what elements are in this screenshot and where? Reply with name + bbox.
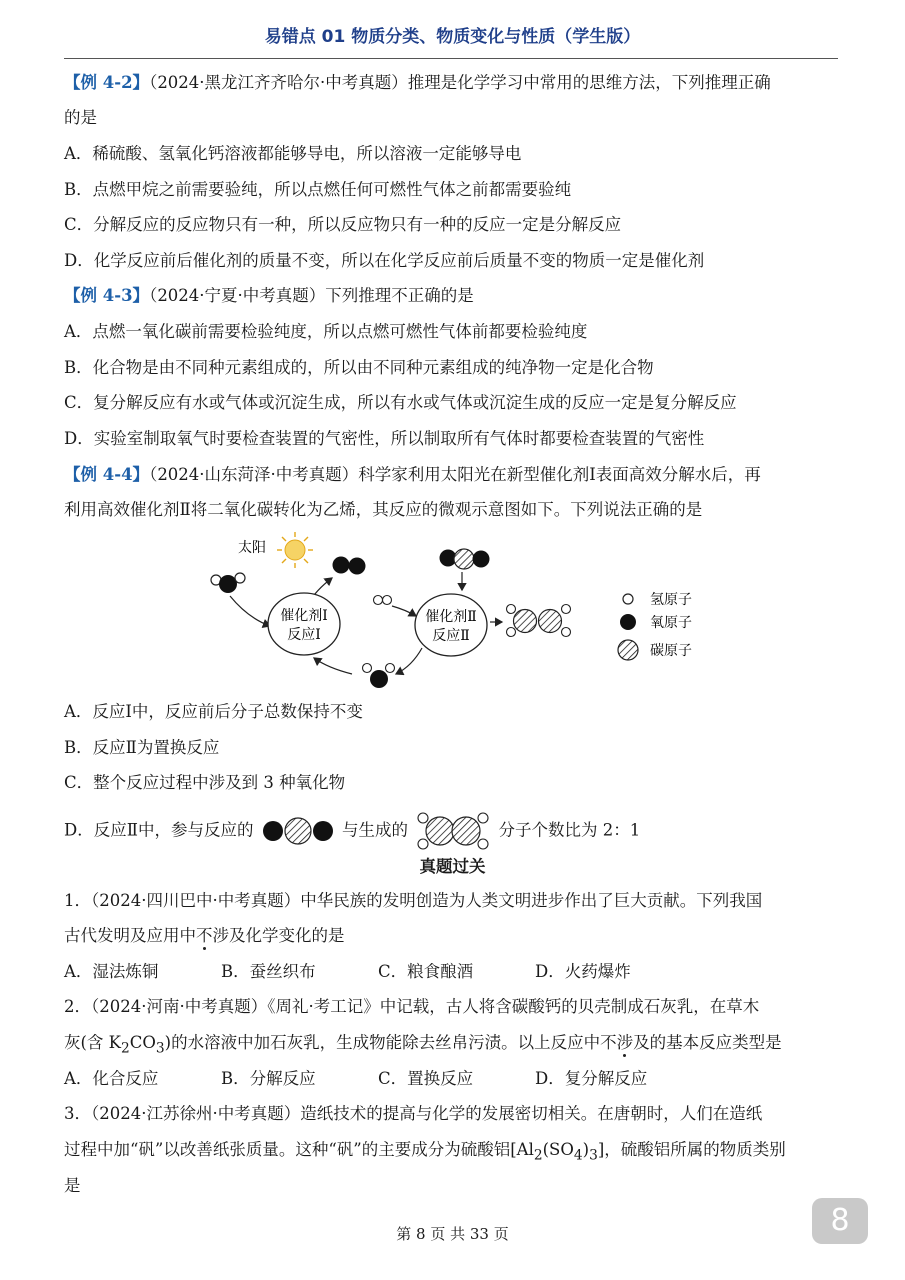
ex42-option-d: D．化学反应前后催化剂的质量不变，所以在化学反应前后质量不变的物质一定是催化剂: [64, 251, 705, 270]
header-divider: [64, 58, 838, 59]
ex43-stem: [64, 285, 474, 307]
co2-inline-icon: [261, 817, 335, 845]
q2-option-b: B．分解反应: [221, 1069, 316, 1088]
q3-sub2: 4: [573, 1147, 583, 1164]
ex44-option-b: B．反应Ⅱ为置换反应: [64, 738, 220, 757]
sun-icon: [277, 532, 313, 568]
q2-stem2b: CO: [129, 1033, 156, 1052]
catalyst-2-label: 催化剂Ⅱ: [425, 609, 477, 625]
ex42-tag: 【例 4-2】: [64, 73, 150, 92]
q2-stem2a: 灰(含 K: [64, 1033, 122, 1052]
ethylene-inline-icon: [415, 811, 491, 851]
q1-options: [64, 961, 631, 983]
ex44-option-d-part2: 与生成的: [341, 820, 408, 840]
arrow-water-out: [396, 648, 422, 674]
page-header-title: 易错点 01 物质分类、物质变化与性质（学生版）: [264, 27, 641, 47]
hydrogen-molecule-icon: [374, 596, 392, 605]
sun-label: 太阳: [238, 540, 266, 556]
water-molecule-icon: [211, 573, 245, 593]
catalyst-1-circle: [268, 593, 340, 655]
reaction-1-label: 反应Ⅰ: [287, 627, 321, 643]
catalyst-2-circle: [415, 594, 487, 656]
ex44-option-d: [64, 811, 640, 851]
q2-stem-line1: 2．（2024·河南·中考真题）《周礼·考工记》中记载，古人将含碳酸钙的贝壳制成石灰乳，在草木: [64, 997, 760, 1016]
ex44-option-d-part3: 分子个数比为 2：1: [498, 820, 641, 840]
q1-stem-line1: 1．（2024·四川巴中·中考真题）中华民族的发明创造为人类文明进步作出了巨大贡献。下列我国: [64, 891, 763, 910]
section-title: 真题过关: [419, 857, 486, 876]
arrow-hydrogen: [392, 606, 416, 616]
ex43-option-b: B．化合物是由不同种元素组成的，所以由不同种元素组成的纯净物一定是化合物: [64, 358, 654, 377]
arrow-water-in: [230, 596, 270, 626]
ex42-stem-line2: 的是: [64, 108, 97, 127]
q3-stem2b: (SO: [542, 1140, 574, 1159]
q2-stem2e: 的基本反应类型是: [649, 1033, 782, 1052]
ex44-option-c: C．整个反应过程中涉及到 3 种氧化物: [64, 773, 346, 792]
q1-option-b: B．蚕丝织布: [221, 962, 316, 981]
ex44-stem1: （2024·山东菏泽·中考真题）科学家利用太阳光在新型催化剂Ⅰ表面高效分解水后，再: [149, 465, 761, 484]
oxygen-molecule-icon: [333, 557, 366, 575]
q2-emphasis: 不涉及: [600, 1033, 650, 1052]
ex44-option-a: A．反应Ⅰ中，反应前后分子总数保持不变: [64, 702, 363, 721]
q2-option-d: D．复分解反应: [535, 1069, 648, 1088]
q2-option-c: C．置换反应: [378, 1069, 474, 1088]
page-footer: 第 8 页 共 33 页: [396, 1225, 509, 1243]
ex42-option-c: C．分解反应的反应物只有一种，所以反应物只有一种的反应一定是分解反应: [64, 215, 622, 234]
ex43-option-d: D．实验室制取氧气时要检查装置的气密性，所以制取所有气体时都要检查装置的气密性: [64, 429, 705, 448]
ex42-option-b: B．点燃甲烷之前需要验纯，所以点燃任何可燃性气体之前都需要验纯: [64, 180, 572, 199]
q1-stem2c: 涉及化学变化的是: [212, 926, 345, 945]
carbon-dioxide-molecule-icon: [440, 549, 490, 569]
q1-option-c: C．粮食酿酒: [378, 962, 474, 981]
legend-oxygen-label: 氧原子: [650, 615, 692, 631]
ex43-tag: 【例 4-3】: [64, 286, 150, 305]
q3-stem2c: ): [582, 1140, 590, 1159]
ex42-stem-line1: [64, 72, 771, 94]
legend-oxygen-icon: [620, 614, 636, 630]
q2-sub1: 2: [121, 1040, 130, 1057]
reaction-diagram: [200, 528, 720, 698]
q2-sub2: 3: [155, 1040, 165, 1057]
q3-stem2a: 过程中加“矾”以改善纸张质量。这种“矾”的主要成分为硫酸铝[Al: [64, 1140, 534, 1159]
legend-carbon-icon: [618, 640, 638, 660]
legend-hydrogen-label: 氢原子: [650, 592, 692, 608]
legend-carbon-label: 碳原子: [650, 643, 692, 659]
ex43-stem-text: （2024·宁夏·中考真题）下列推理不正确的是: [149, 286, 474, 305]
q2-options: [64, 1068, 647, 1090]
q3-sub3: 3: [589, 1147, 598, 1164]
ex44-stem-line2: 利用高效催化剂Ⅱ将二氧化碳转化为乙烯，其反应的微观示意图如下。下列说法正确的是: [64, 500, 703, 519]
q1-option-a: A．湿法炼铜: [64, 962, 159, 981]
reaction-2-label: 反应Ⅱ: [432, 628, 470, 644]
ex42-option-a: A．稀硫酸、氢氧化钙溶液都能够导电，所以溶液一定能够导电: [64, 144, 522, 163]
q2-stem2c: )的水溶液中加石灰乳，生成物能除去丝帛污渍。以上反应中: [164, 1033, 601, 1052]
q3-stem-line1: 3．（2024·江苏徐州·中考真题）造纸技术的提高与化学的发展密切相关。在唐朝时，人们在造纸: [64, 1104, 763, 1123]
ex44-option-d-part1: D．反应Ⅱ中，参与反应的: [64, 820, 254, 840]
ex43-option-a: A．点燃一氧化碳前需要检验纯度，所以点燃可燃性气体前都要检验纯度: [64, 322, 588, 341]
ex44-stem-line1: [64, 464, 761, 486]
ethylene-molecule-icon: [507, 605, 571, 637]
q3-stem-line3: 是: [64, 1176, 81, 1195]
ex42-stem1: （2024·黑龙江齐齐哈尔·中考真题）推理是化学学习中常用的思维方法，下列推理正确: [149, 73, 771, 92]
catalyst-1-label: 催化剂Ⅰ: [280, 608, 328, 624]
q1-emphasis: 不: [196, 926, 213, 945]
q1-stem2a: 古代发明及应用中: [64, 926, 196, 945]
water-product-icon: [363, 664, 395, 689]
q2-stem-line2: [64, 1032, 782, 1059]
q1-stem-line2: [64, 925, 345, 947]
ex44-tag: 【例 4-4】: [64, 465, 150, 484]
arrow-water-recycle: [314, 658, 352, 674]
q3-stem2d: ]，硫酸铝所属的物质类别: [597, 1140, 786, 1159]
legend-hydrogen-icon: [623, 594, 633, 604]
q2-option-a: A．化合反应: [64, 1069, 159, 1088]
q3-sub1: 2: [533, 1147, 543, 1164]
page-number-badge: 8: [812, 1198, 868, 1244]
q1-option-d: D．火药爆炸: [535, 962, 631, 981]
q3-stem-line2: [64, 1139, 786, 1166]
ex43-option-c: C．复分解反应有水或气体或沉淀生成，所以有水或气体或沉淀生成的反应一定是复分解反应: [64, 393, 737, 412]
